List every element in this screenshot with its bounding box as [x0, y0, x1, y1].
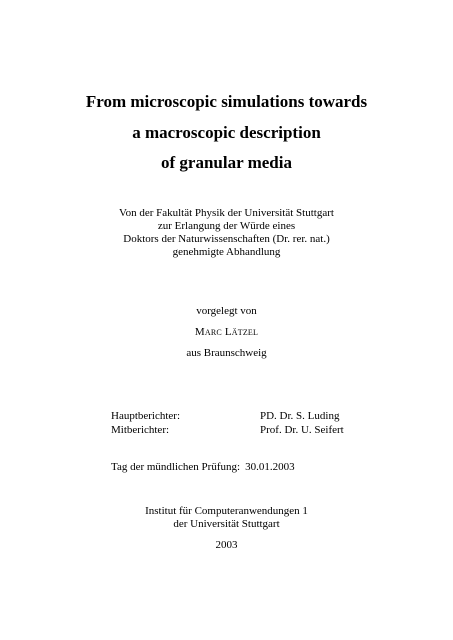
submission-block: [0, 305, 453, 360]
main-referee-label: Hauptberichter:: [111, 410, 181, 422]
presented-by-text: vorgelegt von: [196, 305, 257, 317]
author-origin: aus Braunschweig: [186, 347, 267, 359]
oral-exam-date: 30.01.2003: [245, 461, 295, 473]
institute-line-1: Institut für Computeranwendungen 1: [145, 505, 308, 517]
co-referee-label: Mitberichter:: [111, 424, 170, 436]
thesis-title-line-3: of granular media: [161, 153, 292, 172]
faculty-line-3: Doktors der Naturwissenschaften (Dr. rer. nat.): [123, 233, 330, 245]
institute-line-2: der Universität Stuttgart: [173, 518, 280, 530]
thesis-title-line-1: From microscopic simulations towards: [85, 92, 368, 111]
faculty-line-2: zur Erlangung der Würde eines: [157, 220, 296, 232]
faculty-statement: [0, 207, 453, 259]
publication-year: 2003: [215, 539, 238, 551]
oral-exam-label: Tag der mündlichen Prüfung:: [111, 461, 241, 473]
institute-block: [0, 505, 453, 552]
faculty-line-4: genehmigte Abhandlung: [172, 246, 281, 258]
thesis-title-line-2: a macroscopic description: [132, 123, 321, 142]
co-referee-name: Prof. Dr. U. Seifert: [260, 424, 344, 436]
oral-exam-row: [111, 461, 295, 474]
author-name: Marc Lätzel: [194, 326, 259, 338]
main-referee-name: PD. Dr. S. Luding: [260, 410, 340, 422]
faculty-line-1: Von der Fakultät Physik der Universität Stuttgart: [119, 207, 334, 219]
